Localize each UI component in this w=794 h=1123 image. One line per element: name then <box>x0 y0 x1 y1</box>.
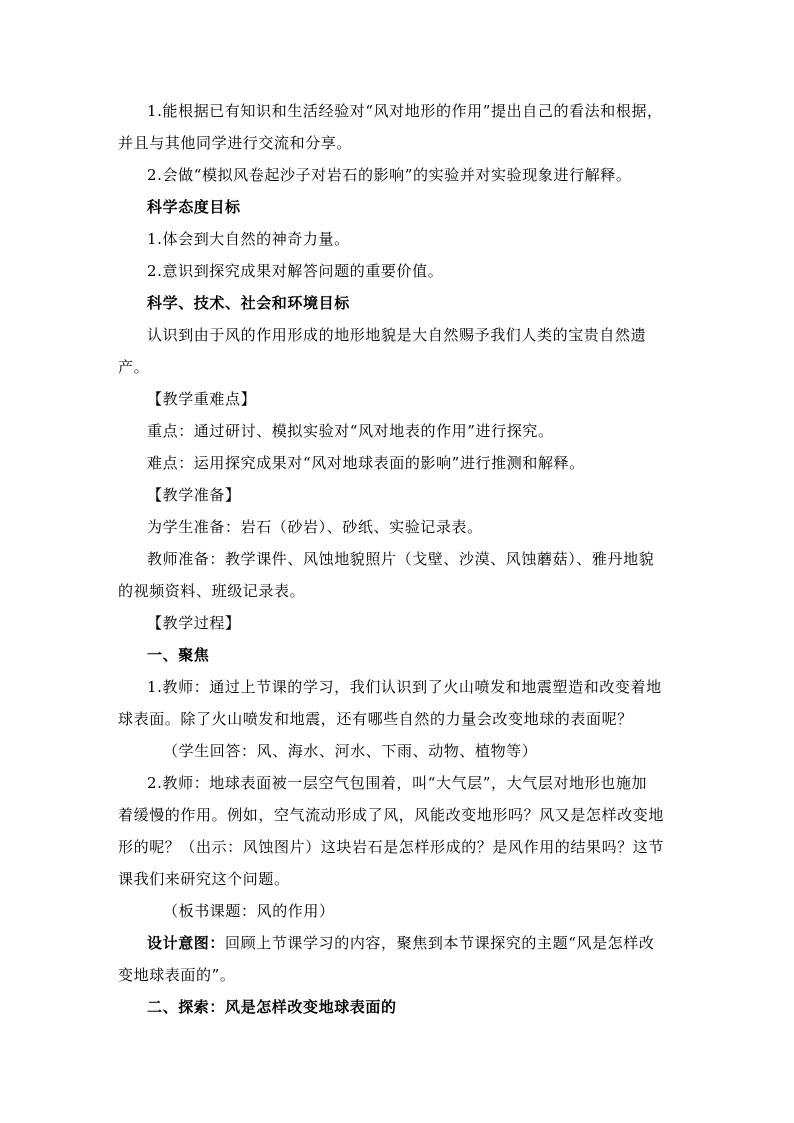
paragraph-line: 认识到由于风的作用形成的地形地貌是大自然赐予我们人类的宝贵自然遗 <box>147 326 647 344</box>
paragraph-line: （板书课题：风的作用） <box>163 902 335 920</box>
design-intent-text: 回顾上节课学习的内容，聚焦到本节课探究的主题“风是怎样改 <box>225 934 655 952</box>
section-heading: 科学态度目标 <box>147 198 241 216</box>
section-heading: 一、聚焦 <box>147 646 210 664</box>
paragraph-line: 1.能根据已有知识和生活经验对“风对地形的作用”提出自己的看法和根据， <box>147 102 663 120</box>
paragraph-line: 教师准备：教学课件、风蚀地貌照片（戈壁、沙漠、风蚀蘑菇）、雅丹地貌 <box>147 550 655 568</box>
paragraph-line: 重点：通过研讨、模拟实验对“风对地表的作用”进行探究。 <box>147 422 554 440</box>
paragraph-line <box>147 933 794 953</box>
section-heading: 【教学过程】 <box>147 614 241 632</box>
section-heading: 【教学准备】 <box>147 486 241 504</box>
paragraph-line: 并且与其他同学进行交流和分享。 <box>118 134 353 152</box>
paragraph-line: 难点：运用探究成果对“风对地球表面的影响”进行推测和解释。 <box>147 454 585 472</box>
paragraph-line: 2.教师：地球表面被一层空气包围着，叫“大气层”，大气层对地形也施加 <box>147 774 648 792</box>
paragraph-line: 课我们来研究这个问题。 <box>118 870 290 888</box>
design-intent-label: 设计意图： <box>147 934 226 952</box>
paragraph-line: 球表面。除了火山喷发和地震，还有哪些自然的力量会改变地球的表面呢？ <box>118 710 633 728</box>
paragraph-line: 2.会做“模拟风卷起沙子对岩石的影响”的实验并对实验现象进行解释。 <box>147 166 632 184</box>
paragraph-line: 1.教师：通过上节课的学习，我们认识到了火山喷发和地震塑造和改变着地 <box>147 678 662 696</box>
paragraph-line: 1.体会到大自然的神奇力量。 <box>147 230 350 248</box>
paragraph-line: 变地球表面的”。 <box>118 966 236 984</box>
paragraph-line: 形的呢？（出示：风蚀图片）这块岩石是怎样形成的？是风作用的结果吗？这节 <box>118 838 665 856</box>
paragraph-line: 为学生准备：岩石（砂岩）、砂纸、实验记录表。 <box>147 518 483 536</box>
paragraph-line: （学生回答：风、海水、河水、下雨、动物、植物等） <box>163 742 538 760</box>
paragraph-line: 着缓慢的作用。例如，空气流动形成了风，风能改变地形吗？风又是怎样改变地 <box>118 806 665 824</box>
section-heading: 【教学重难点】 <box>147 390 257 408</box>
paragraph-line: 的视频资料、班级记录表。 <box>118 582 306 600</box>
paragraph-line: 2.意识到探究成果对解答问题的重要价值。 <box>147 262 444 280</box>
section-heading: 科学、技术、社会和环境目标 <box>147 294 350 312</box>
section-heading: 二、探索：风是怎样改变地球表面的 <box>147 998 397 1016</box>
paragraph-line: 产。 <box>118 358 150 376</box>
